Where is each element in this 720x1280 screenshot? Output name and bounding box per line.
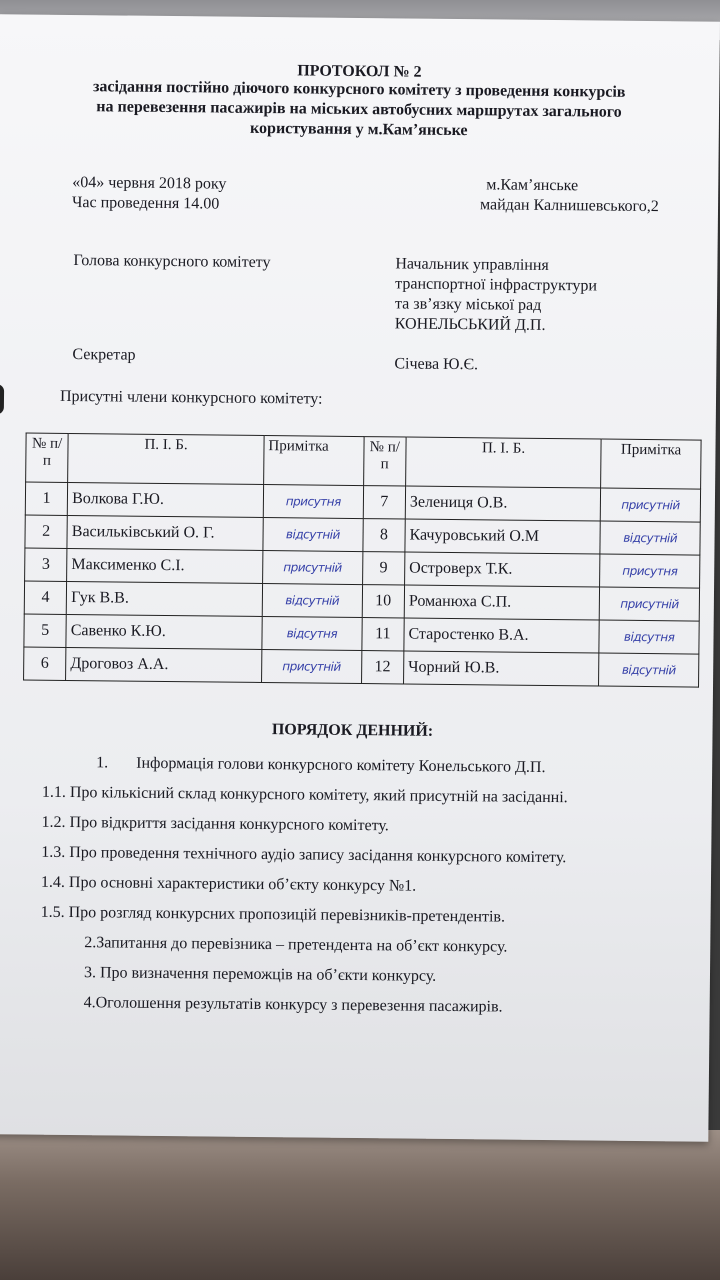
- handwritten-note: присутня: [263, 485, 363, 519]
- handwritten-note: відсутній: [599, 653, 699, 687]
- member-name: Васильківський О. Г.: [67, 515, 263, 550]
- member-name: Старостенко В.А.: [404, 618, 600, 653]
- handwritten-note: присутній: [599, 587, 699, 621]
- row-number: 4: [24, 581, 67, 614]
- chair-label: Голова конкурсного комітету: [73, 252, 271, 272]
- handwritten-note: відсутній: [262, 584, 362, 618]
- member-name: Зелениця О.В.: [405, 486, 601, 521]
- agenda-item: 2.Запитання до перевізника – претендента на об’єкт конкурсу.: [84, 934, 508, 956]
- meeting-time: Час проведення 14.00: [71, 193, 220, 213]
- document-page: [0, 14, 720, 1141]
- row-number: 9: [362, 552, 405, 585]
- row-number: 5: [24, 614, 67, 647]
- agenda-item: 3. Про визначення переможців на об’єкти конкурсу.: [83, 964, 437, 985]
- chair-position-line2: транспортної інфраструктури: [395, 275, 598, 295]
- row-number: 1: [25, 482, 68, 515]
- agenda-item: 1.3. Про проведення технічного аудіо запису засідання конкурсного комітету.: [41, 843, 567, 867]
- col-header-note-2: Примітка: [601, 439, 701, 489]
- member-name: Максименко С.І.: [67, 548, 263, 583]
- agenda-item: 1.1. Про кількісний склад конкурсного комітету, який присутній на засіданні.: [41, 783, 568, 807]
- chair-name: КОНЕЛЬСЬКИЙ Д.П.: [394, 315, 546, 334]
- handwritten-note: присутній: [261, 650, 361, 684]
- agenda-item: 4.Оголошення результатів конкурсу з перевезення пасажирів.: [83, 994, 503, 1016]
- meeting-city: м.Кам’янське: [486, 176, 579, 195]
- handwritten-note: присутній: [600, 488, 700, 522]
- doc-title: ПРОТОКОЛ № 2: [297, 62, 422, 81]
- agenda-item: 1.2. Про відкриття засідання конкурсного комітету.: [41, 813, 389, 835]
- row-number: 12: [361, 651, 404, 684]
- row-number: 11: [362, 618, 405, 651]
- col-header-number-2: № п/п: [363, 437, 406, 486]
- member-name: Гук В.В.: [66, 581, 262, 616]
- background-table-surface: [0, 1130, 720, 1280]
- member-name: Дроговоз А.А.: [66, 647, 262, 682]
- meeting-date: «04» червня 2018 року: [72, 173, 227, 193]
- chair-position-line3: та зв’язку міської рад: [394, 295, 542, 314]
- agenda-title: ПОРЯДОК ДЕННИЙ:: [271, 721, 434, 740]
- row-number: 8: [363, 519, 406, 552]
- member-name: Качуровський О.М: [405, 519, 601, 554]
- member-name: Чорний Ю.В.: [403, 651, 599, 686]
- member-name: Савенко К.Ю.: [66, 614, 262, 649]
- handwritten-note: присутній: [263, 551, 363, 585]
- agenda-item: 1.4. Про основні характеристики об’єкту конкурсу №1.: [40, 873, 417, 895]
- member-name: Островерх Т.К.: [405, 552, 601, 587]
- handwritten-note: відсутній: [600, 521, 700, 555]
- handwritten-note: відсутня: [599, 620, 699, 654]
- table-header-row: [26, 433, 701, 489]
- member-name: Волкова Г.Ю.: [67, 482, 263, 517]
- row-number: 2: [25, 515, 68, 548]
- row-number: 7: [363, 486, 406, 519]
- agenda-item: 1. Інформація голови конкурсного комітету Конельського Д.П.: [96, 754, 546, 776]
- handwritten-note: відсутня: [262, 617, 362, 651]
- chair-position-line1: Начальник управління: [395, 255, 549, 274]
- agenda-item: 1.5. Про розгляд конкурсних пропозицій перевізників-претендентів.: [40, 903, 506, 926]
- member-name: Романюха С.П.: [404, 585, 600, 620]
- members-table: [23, 433, 702, 688]
- handwritten-note: присутня: [600, 554, 700, 588]
- meeting-address: майдан Калнишевського,2: [479, 196, 659, 216]
- col-header-name-2: П. І. Б.: [406, 437, 602, 488]
- binder-hole: [0, 384, 4, 414]
- doc-subtitle-line2: на перевезення пасажирів на міських автобусних маршрутах загального: [96, 98, 622, 121]
- secretary-label: Секретар: [72, 346, 136, 364]
- secretary-name: Січева Ю.Є.: [394, 355, 479, 374]
- col-header-number: № п/п: [26, 433, 69, 482]
- doc-subtitle-line3: користування у м.Кам’янське: [249, 119, 468, 140]
- members-label: Присутні члени конкурсного комітету:: [59, 387, 323, 408]
- doc-subtitle-line1: засідання постійно діючого конкурсного комітету з проведення конкурсів: [92, 78, 626, 101]
- handwritten-note: відсутній: [263, 518, 363, 552]
- row-number: 3: [25, 548, 68, 581]
- row-number: 10: [362, 585, 405, 618]
- row-number: 6: [24, 647, 67, 680]
- col-header-note: Примітка: [264, 436, 364, 486]
- table-row: [24, 647, 699, 687]
- col-header-name: П. І. Б.: [68, 433, 264, 484]
